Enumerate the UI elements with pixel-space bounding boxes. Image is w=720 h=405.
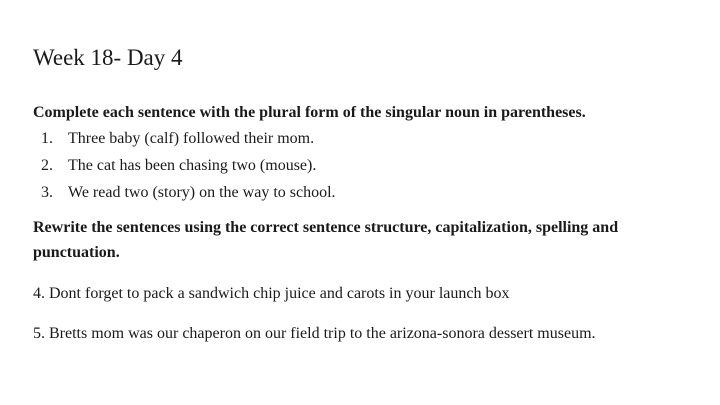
plural-instructions: Complete each sentence with the plural form of the singular noun in parentheses. xyxy=(33,104,586,121)
list-item xyxy=(33,152,336,179)
item-text: We read two (story) on the way to school. xyxy=(68,184,336,201)
rewrite-sentence: 5. Bretts mom was our chaperon on our field trip to the arizona-sonora dessert museum. xyxy=(33,325,596,342)
rewrite-sentence: 4. Dont forget to pack a sandwich chip juice and carots in your launch box xyxy=(33,285,510,302)
plural-sentence-list xyxy=(33,125,336,206)
list-item xyxy=(33,179,336,206)
item-number: 3. xyxy=(41,184,53,201)
rewrite-instructions: Rewrite the sentences using the correct sentence structure, capitalization, spelling and punctuation. xyxy=(33,219,619,261)
item-text: The cat has been chasing two (mouse). xyxy=(68,157,317,174)
item-text: Three baby (calf) followed their mom. xyxy=(68,130,315,147)
item-number: 1. xyxy=(41,130,53,147)
list-item xyxy=(33,125,336,152)
page-title: Week 18- Day 4 xyxy=(33,45,183,70)
item-number: 2. xyxy=(41,157,53,174)
